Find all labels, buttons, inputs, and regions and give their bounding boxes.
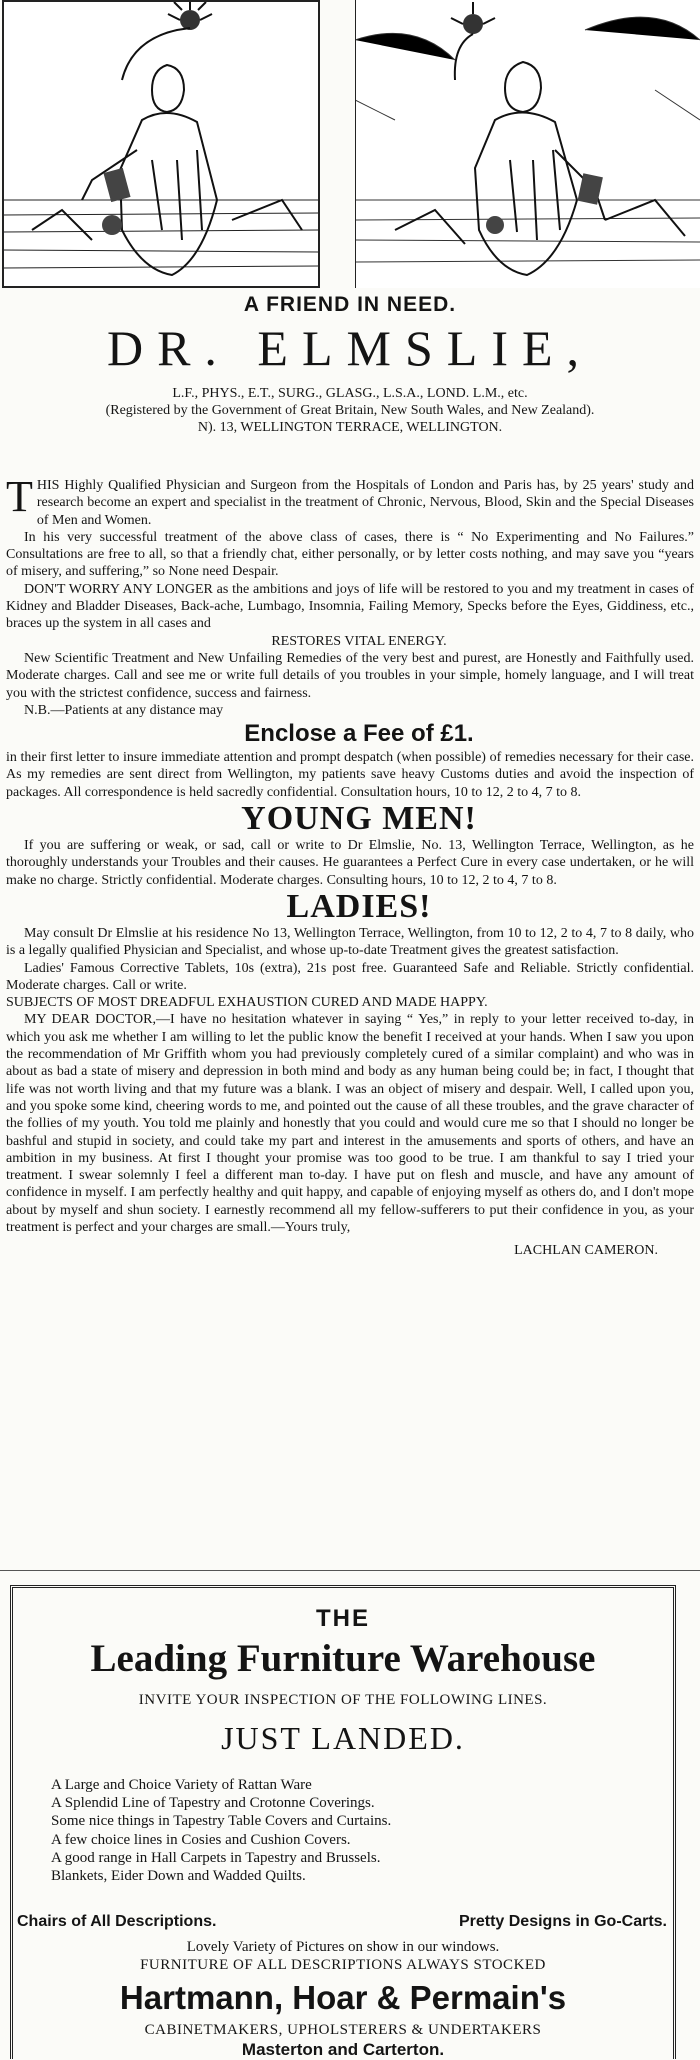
subjects-heading: SUBJECTS OF MOST DREADFUL EXHAUSTION CURED AND MADE HAPPY.	[6, 995, 488, 1011]
list-item: Some nice things in Tapestry Table Covers and Curtains.	[51, 1813, 392, 1830]
trades-line: CABINETMAKERS, UPHOLSTERERS & UNDERTAKERS	[144, 2022, 542, 2038]
paragraph-tablets: Ladies' Famous Corrective Tablets, 10s (extra), 21s post free. Guaranteed Safe and Reliable. Strictly confidential. Moderate charges. Call or write.	[6, 960, 694, 993]
woman-with-lamp-engraving-left	[2, 0, 320, 288]
gocarts-line: Pretty Designs in Go-Carts.	[458, 1913, 667, 1930]
stocked-line: FURNITURE OF ALL DESCRIPTIONS ALWAYS STOCKED	[140, 1957, 546, 1973]
list-item: A Large and Choice Variety of Rattan Ware	[51, 1777, 312, 1793]
paragraph-young-men: If you are suffering or weak, or sad, call or write to Dr Elmslie, No. 13, Wellington Terrace, Wellington, as he thoroughly understands your Troubles and their causes. He guarantees a Perfect Cure in every case undertaken, or he will make no charge. Strictly confidential. Moderate charges. Consulting hours, 10 to 12, 2 to 4, 7 to 8.	[6, 838, 694, 888]
intro-text: HIS Highly Qualified Physician and Surgeon from the Hospitals of London and Paris has, by 25 years' study and research become an expert and specialist in the treatment of Chronic, Nervous, Blood, Skin and the Special Diseases of Men and Women.	[36, 478, 694, 528]
town-line: Masterton and Carterton.	[241, 2040, 445, 2059]
ad-title-the: THE	[316, 1605, 370, 1632]
list-item: A few choice lines in Cosies and Cushion Covers.	[51, 1831, 351, 1848]
pictures-line: Lovely Variety of Pictures on show in our windows.	[186, 1939, 500, 1955]
firm-name: Hartmann, Hoar & Permain's	[119, 1979, 567, 2016]
testimonial-letter: MY DEAR DOCTOR,—I have no hesitation whatever in saying “ Yes,” in reply to your letter received to-day, in which you ask me whether I am willing to let the public know the benefit I received at your hands. When I saw you upon the recommendation of Mr Griffith whom you had previously completely cured of a similar complaint) and who was in about as bad a state of misery and depression in both mind and body as any human being could be; in fact, I thought that life was not worth living and that my future was a blank. I was an object of misery and despair. Well, I called upon you, and you spoke some kind, cheering words to me, and pointed out the cause of all these troubles, and the grave character of the follies of my youth. You told me plainly and honestly that you could and would cure me so that I should no longer be bashful and stupid in society, and could take my part and interest in the amusements and sports of others, and have an ambition in my business. At first I thought your promise was too good to be true. I am thankful to say I tried your treatment. I swear solemnly I feel a different man to-day. I have put on flesh and muscle, and have any amount of confidence in myself. I am perfectly healthy and quit happy, and capable of enjoying myself as others do, and I don't mope about by myself and shun society. I earnestly recommend all my fellow-sufferers to put their confidence in you, as your treatment is perfect and your charges are small.—Yours truly,	[6, 1012, 694, 1235]
list-item: A Splendid Line of Tapestry and Crotonne Coverings.	[51, 1795, 375, 1812]
ladies-heading: LADIES!	[286, 887, 432, 925]
elmslie-body	[6, 472, 694, 1260]
intro-paragraph	[6, 472, 694, 529]
list-item: Blankets, Eider Down and Wadded Quilts.	[51, 1868, 306, 1885]
paragraph-experimenting: In his very successful treatment of the above class of cases, there is “ No Experimenting and No Failures.” Consultations are free to all, so that a friendly chat, either personally, or by letter costs nothing, and may save you “years of misery, and suffering,” so None need Despair.	[6, 529, 694, 580]
testimonial-signature: LACHLAN CAMERON.	[514, 1243, 658, 1259]
paragraph-first-letter: in their first letter to insure immediate attention and prompt despatch (when possible) of remedies necessary for their case. As my remedies are sent direct from Wellington, my patients save heavy Customs duties and avoid the inspection of packages. All correspondence is held sacredly confidential. Consultation hours, 10 to 12, 2 to 4, 7 to 8.	[6, 750, 694, 800]
drop-cap: T	[6, 472, 33, 521]
credentials-block	[30, 385, 670, 436]
ad-heading: A FRIEND IN NEED.	[243, 293, 457, 316]
engraving-icon	[355, 0, 700, 288]
chairs-line: Chairs of All Descriptions.	[17, 1913, 217, 1930]
paragraph-nb: N.B.—Patients at any distance may	[24, 702, 224, 718]
paragraph-dont-worry: DON'T WORRY ANY LONGER as the ambitions and joys of life will be restored to you and my treatment in cases of Kidney and Bladder Diseases, Back-ache, Lumbago, Insomnia, Failing Memory, Specks before the Eyes, Giddiness, etc., braces up the system in all cases and	[6, 581, 694, 632]
woman-with-lamp-engraving-right	[355, 0, 700, 288]
address-line: N). 13, WELLINGTON TERRACE, WELLINGTON.	[197, 420, 503, 435]
list-item: A good range in Hall Carpets in Tapestry and Brussels.	[51, 1849, 381, 1866]
enclose-fee-heading: Enclose a Fee of £1.	[244, 720, 474, 748]
column-divider	[0, 1570, 700, 1571]
ad-product-list	[51, 1776, 631, 1885]
ad-invite: INVITE YOUR INSPECTION OF THE FOLLOWING LINES.	[138, 1692, 548, 1708]
young-men-heading: YOUNG MEN!	[241, 800, 477, 838]
subhead-restores: RESTORES VITAL ENERGY.	[271, 633, 447, 649]
registration-line: (Registered by the Government of Great Britain, New South Wales, and New Zealand).	[105, 403, 595, 418]
paragraph-ladies: May consult Dr Elmslie at his residence No 13, Wellington Terrace, Wellington, from 10 to 12, 2 to 4, 7 to 8 daily, who is a legally qualified Physician and Specialist, and whose up-to-date Treatment gives the greatest satisfaction.	[6, 925, 694, 959]
engraving-icon	[2, 0, 320, 288]
furniture-ad	[10, 1585, 676, 2059]
doctor-name: DR. ELMSLIE,	[106, 320, 594, 376]
ad-title: Leading Furniture Warehouse	[90, 1637, 596, 1680]
ad-just-landed: JUST LANDED.	[221, 1720, 465, 1756]
credentials-line: L.F., PHYS., E.T., SURG., GLASG., L.S.A., LOND. L.M., etc.	[172, 386, 528, 401]
paragraph-scientific: New Scientific Treatment and New Unfailing Remedies of the very best and purest, are Honestly and Faithfully used. Moderate charges. Call and see me or write full details of you troubles in your simple, homely language, and I will treat you with the strictest confidence, success and fairness.	[6, 650, 694, 701]
